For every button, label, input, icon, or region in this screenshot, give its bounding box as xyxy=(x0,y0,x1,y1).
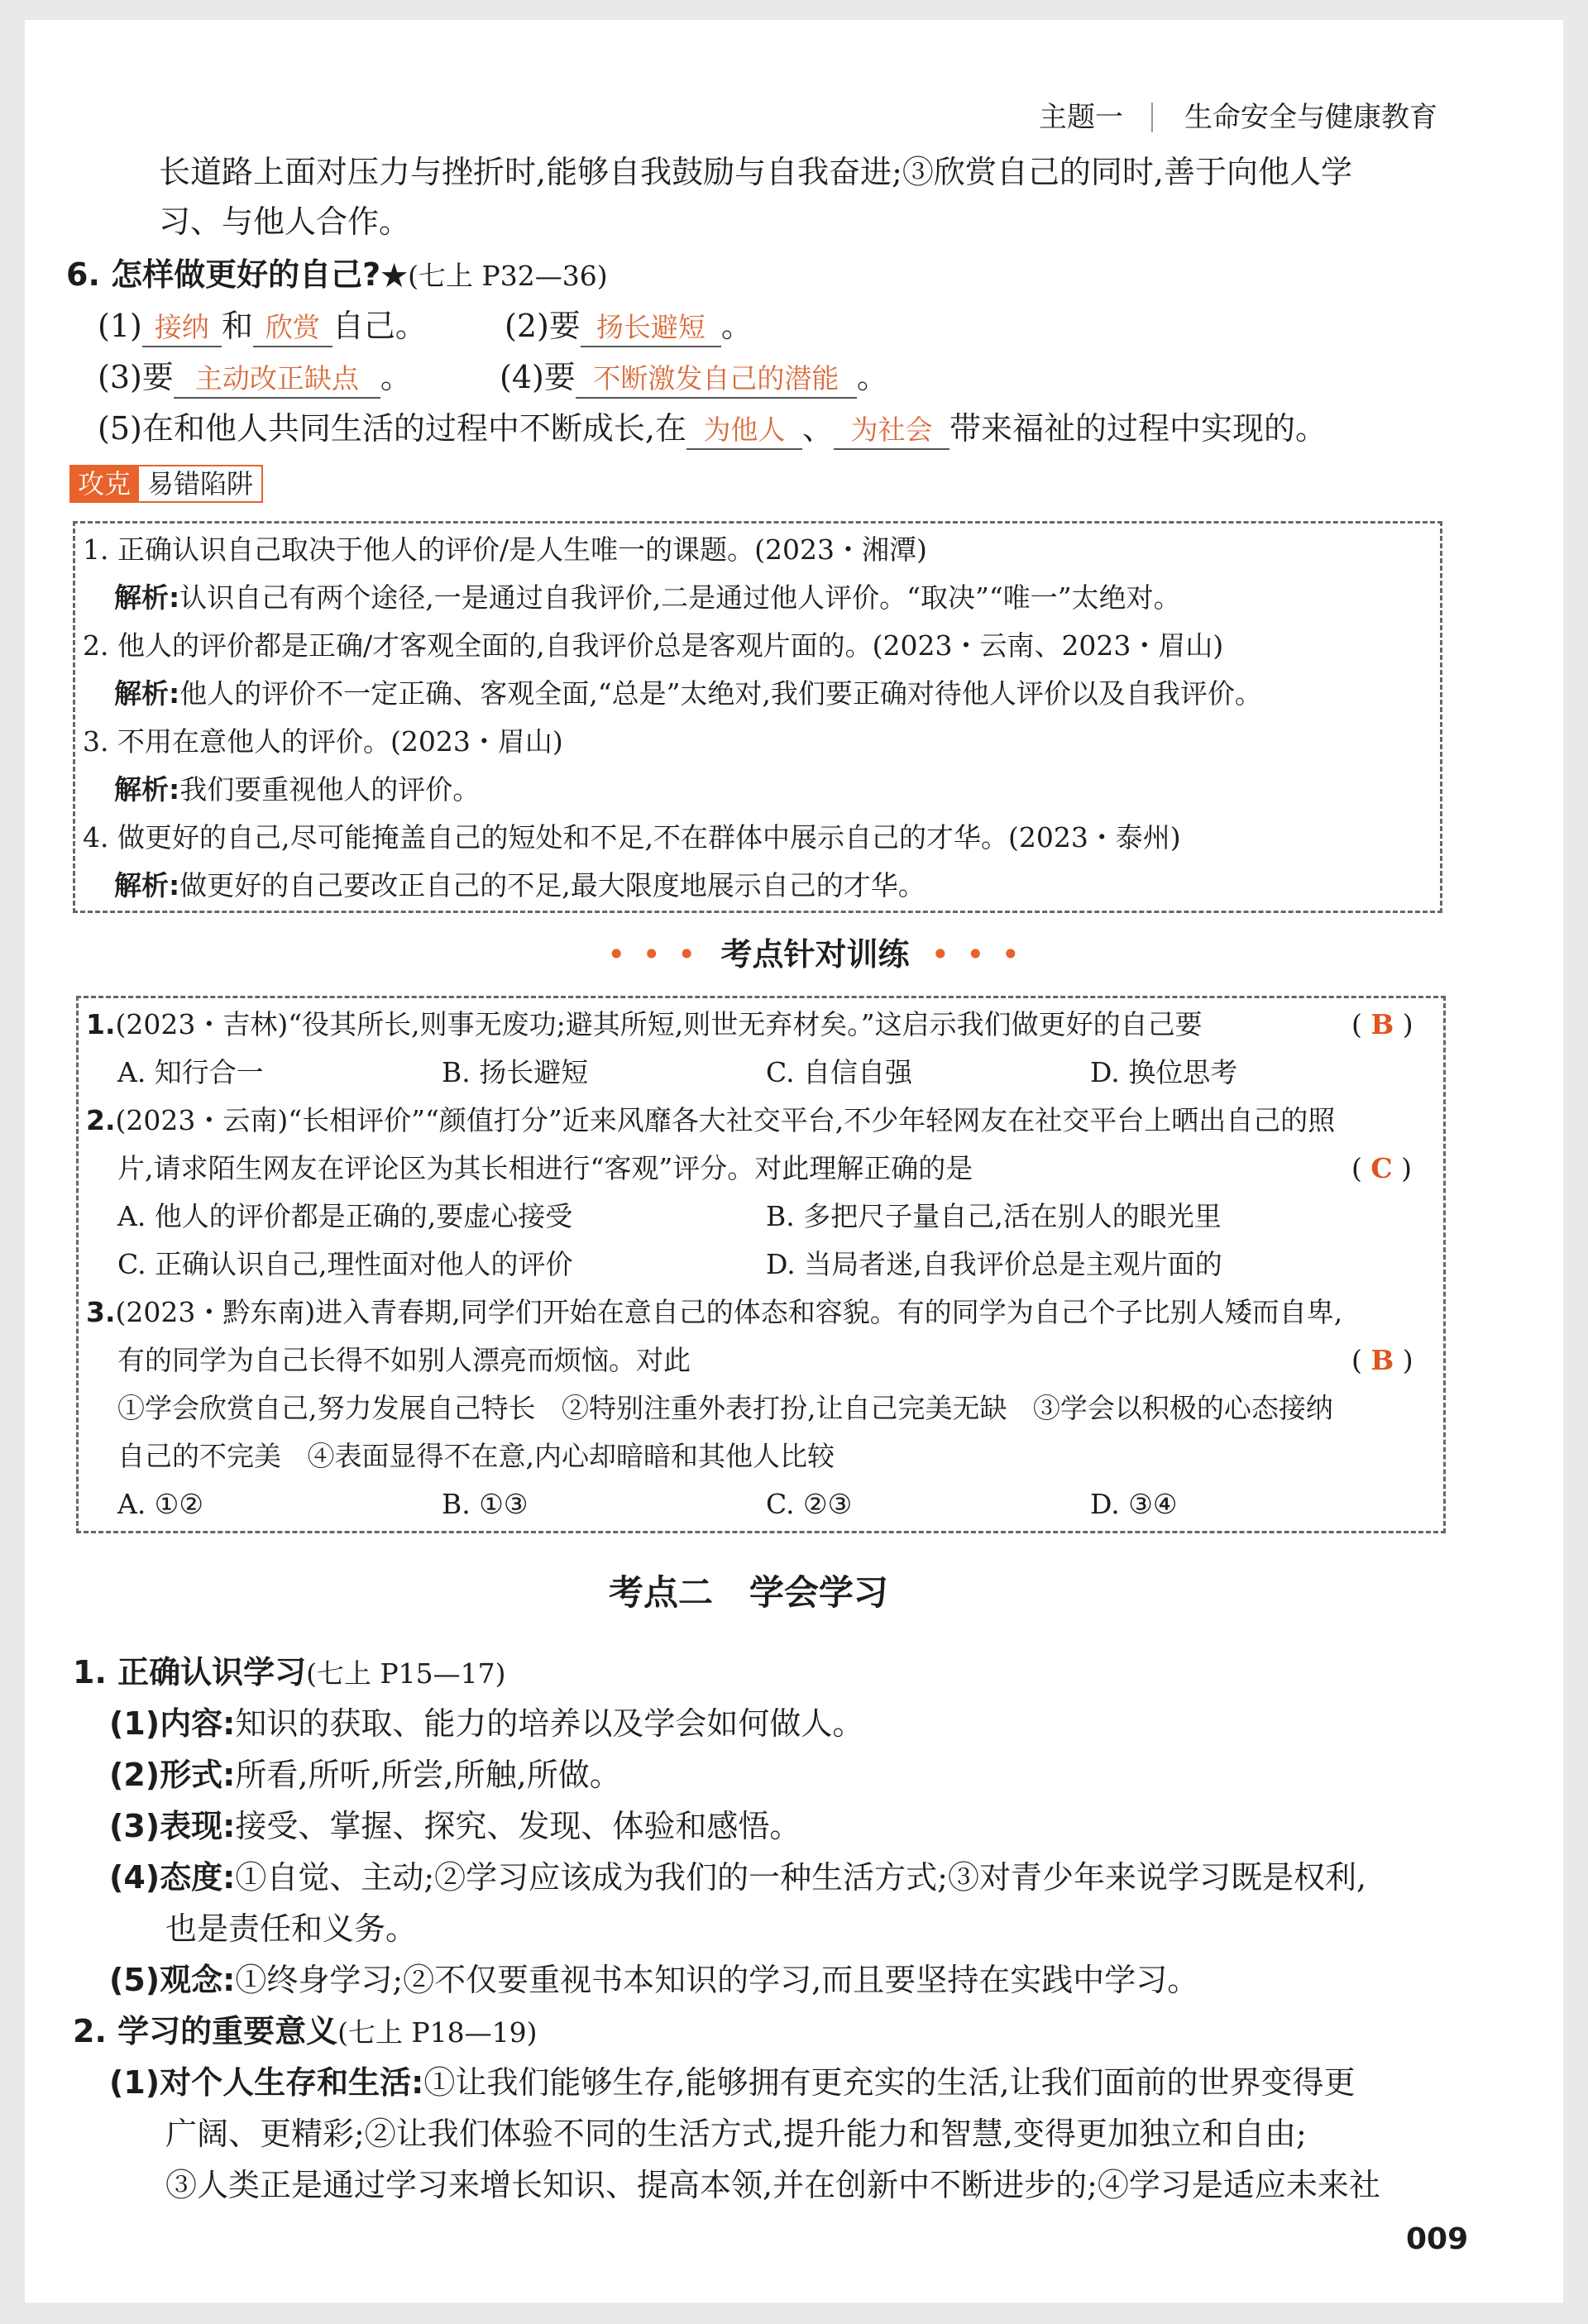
q6-ref: ★(七上 P32—36) xyxy=(380,260,608,292)
trap-a3 xyxy=(114,772,480,807)
question-number: 2. xyxy=(86,1104,116,1136)
tq3-option-c: C. ②③ xyxy=(766,1488,853,1520)
trap-a1 xyxy=(114,581,1181,615)
item-label: (5)观念: xyxy=(109,1962,236,1998)
q6-p2-prefix: (2)要 xyxy=(505,308,581,344)
analysis-text: 我们要重视他人的评价。 xyxy=(179,773,481,806)
header-topic: 主题一 xyxy=(1039,101,1123,134)
item-label: (4)态度: xyxy=(109,1859,236,1896)
answer-blank: 欣赏 xyxy=(253,309,332,347)
dots-right: • • • xyxy=(930,936,1024,973)
tq2-option-b: B. 多把尺子量自己,活在别人的眼光里 xyxy=(766,1200,1222,1232)
item-text: 知识的获取、能力的培养以及学会如何做人。 xyxy=(235,1705,864,1742)
training-title: 考点针对训练 xyxy=(720,936,910,973)
item-text: ①终身学习;②不仅要重视书本知识的学习,而且要坚持在实践中学习。 xyxy=(235,1962,1199,1998)
answer-choice: B xyxy=(1370,1008,1394,1040)
analysis-text: 认识自己有两个途径,一是通过自我评价,二是通过他人评价。“取决”“唯一”太绝对。 xyxy=(179,581,1181,614)
analysis-label: 解析: xyxy=(114,869,180,901)
training-heading xyxy=(607,935,1023,974)
q6-title: 6. 怎样做更好的自己? xyxy=(66,256,381,293)
tq2-answer: ( C ) xyxy=(1351,1152,1413,1184)
q6-p1-mid: 和 xyxy=(221,308,253,344)
s2-item-2 xyxy=(109,1755,621,1795)
analysis-text: 他人的评价不一定正确、客观全面,“总是”太绝对,我们要正确对待他人评价以及自我评价。 xyxy=(179,677,1262,710)
point-ref: (七上 P15—17) xyxy=(306,1657,506,1690)
item-text: ①自觉、主动;②学习应该成为我们的一种生活方式;③对青少年来说学习既是权利, xyxy=(235,1859,1367,1896)
answer-blank: 主动改正缺点 xyxy=(174,361,380,399)
header-title: 生命安全与健康教育 xyxy=(1184,101,1437,134)
q6-p4-prefix: (4)要 xyxy=(500,359,576,395)
tq3-statements-2: 自己的不完美 ④表面显得不在意,内心却暗暗和其他人比较 xyxy=(117,1440,835,1472)
trap-q4: 4. 做更好的自己,尽可能掩盖自己的短处和不足,不在群体中展示自己的才华。(2023・泰州) xyxy=(83,821,1181,854)
s2-item-4-cont: 也是责任和义务。 xyxy=(165,1910,418,1947)
q6-p3-prefix: (3)要 xyxy=(98,359,174,395)
tq3-answer: ( B ) xyxy=(1351,1344,1413,1376)
s2-point-2-line-3: ③人类正是通过学习来增长知识、提高本领,并在创新中不断进步的;④学习是适应未来社 xyxy=(165,2167,1380,2203)
tq1-option-d: D. 换位思考 xyxy=(1090,1056,1238,1088)
tq1-stem xyxy=(86,1007,1203,1042)
q6-point-2 xyxy=(505,306,753,347)
point-title: 1. 正确认识学习 xyxy=(73,1654,307,1690)
trap-tag-primary: 攻克 xyxy=(69,465,139,503)
item-text: 接受、掌握、探究、发现、体验和感悟。 xyxy=(235,1808,801,1844)
item-text: ①让我们能够生存,能够拥有更充实的生活,让我们面前的世界变得更 xyxy=(423,2064,1356,2101)
point-ref: (七上 P18—19) xyxy=(337,2016,538,2049)
q6-point-3 xyxy=(98,357,412,399)
q6-p5-suffix: 带来福祉的过程中实现的。 xyxy=(949,410,1327,447)
q6-p1-suffix: 自己。 xyxy=(332,308,427,344)
q6-p3-suffix: 。 xyxy=(380,359,412,395)
item-text: 所看,所听,所尝,所触,所做。 xyxy=(235,1757,621,1793)
section-title: 考点二 学会学习 xyxy=(609,1572,888,1613)
s2-item-1 xyxy=(109,1704,863,1743)
answer-blank: 扬长避短 xyxy=(581,309,721,347)
answer-blank: 为他人 xyxy=(686,412,802,450)
tq3-stem-2: 有的同学为自己长得不如别人漂亮而烦恼。对此 xyxy=(117,1344,691,1376)
trap-a2 xyxy=(114,677,1262,711)
s2-item-4 xyxy=(109,1858,1366,1897)
s2-point-2-line-1 xyxy=(109,2063,1356,2102)
tq2-option-d: D. 当局者迷,自我评价总是主观片面的 xyxy=(766,1248,1222,1280)
answer-blank: 接纳 xyxy=(142,309,222,347)
tq2-option-a: A. 他人的评价都是正确的,要虚心接受 xyxy=(117,1200,573,1232)
trap-tag xyxy=(69,465,263,503)
item-label: (2)形式: xyxy=(109,1757,236,1793)
tq1-answer: ( B ) xyxy=(1351,1008,1413,1040)
q6-p5-prefix: (5)在和他人共同生活的过程中不断成长,在 xyxy=(98,410,686,447)
q6-p5-mid: 、 xyxy=(801,410,834,447)
tq2-option-c: C. 正确认识自己,理性面对他人的评价 xyxy=(117,1248,573,1280)
analysis-text: 做更好的自己要改正自己的不足,最大限度地展示自己的才华。 xyxy=(179,869,926,901)
analysis-label: 解析: xyxy=(114,677,180,710)
tq2-stem-1 xyxy=(86,1103,1335,1138)
tq1-option-b: B. 扬长避短 xyxy=(442,1056,589,1088)
analysis-label: 解析: xyxy=(114,773,180,806)
question-text: (2023・黔东南)进入青春期,同学们开始在意自己的体态和容貌。有的同学为自己个子比别人矮而自卑, xyxy=(115,1296,1343,1328)
q6-p2-suffix: 。 xyxy=(720,308,753,344)
tq3-option-d: D. ③④ xyxy=(1090,1488,1178,1520)
question-number: 3. xyxy=(86,1296,116,1328)
tq2-stem-2: 片,请求陌生网友在评论区为其长相进行“客观”评分。对此理解正确的是 xyxy=(117,1152,973,1184)
answer-blank: 不断激发自己的潜能 xyxy=(576,361,857,399)
dots-left: • • • xyxy=(607,936,700,973)
q6-point-1 xyxy=(98,306,427,347)
question-number: 1. xyxy=(86,1008,116,1040)
question-text: (2023・云南)“长相评价”“颜值打分”近来风靡各大社交平台,不少年轻网友在社交平台上晒出自己的照 xyxy=(115,1104,1336,1136)
answer-choice: B xyxy=(1370,1344,1394,1376)
tq3-statements-1: ①学会欣赏自己,努力发展自己特长 ②特别注重外表打扮,让自己完美无缺 ③学会以积极的心态接纳 xyxy=(117,1392,1333,1424)
point-title: 2. 学习的重要意义 xyxy=(73,2013,338,2049)
trap-q1: 1. 正确认识自己取决于他人的评价/是人生唯一的课题。(2023・湘潭) xyxy=(83,533,927,566)
s2-point-2-line-2: 广阔、更精彩;②让我们体验不同的生活方式,提升能力和智慧,变得更加独立和自由; xyxy=(165,2116,1307,2152)
answer-blank: 为社会 xyxy=(834,412,949,450)
trap-q2: 2. 他人的评价都是正确/才客观全面的,自我评价总是客观片面的。(2023・云南、2023・眉山) xyxy=(83,629,1224,662)
page-number: 009 xyxy=(1406,2222,1469,2256)
item-label: (1)对个人生存和生活: xyxy=(109,2064,424,2101)
q6-p1-prefix: (1) xyxy=(98,308,142,344)
s2-item-5 xyxy=(109,1960,1198,2000)
intro-line-1: 长道路上面对压力与挫折时,能够自我鼓励与自我奋进;③欣赏自己的同时,善于向他人学 xyxy=(159,154,1352,190)
trap-q3: 3. 不用在意他人的评价。(2023・眉山) xyxy=(83,725,563,758)
s2-item-3 xyxy=(109,1806,801,1846)
header-divider xyxy=(1151,103,1153,132)
tq3-option-a: A. ①② xyxy=(117,1488,203,1520)
q6-point-5 xyxy=(98,409,1327,450)
analysis-label: 解析: xyxy=(114,581,180,614)
tq1-option-c: C. 自信自强 xyxy=(766,1056,913,1088)
trap-tag-secondary: 易错陷阱 xyxy=(139,465,263,503)
item-label: (3)表现: xyxy=(109,1808,236,1844)
question-text: (2023・吉林)“役其所长,则事无废功;避其所短,则世无弃材矣。”这启示我们做更好的自己要 xyxy=(115,1008,1203,1040)
s2-point-2-heading xyxy=(73,2011,538,2051)
tq1-option-a: A. 知行合一 xyxy=(117,1056,264,1088)
tq3-option-b: B. ①③ xyxy=(442,1488,529,1520)
intro-line-2: 习、与他人合作。 xyxy=(159,203,411,240)
answer-choice: C xyxy=(1370,1152,1393,1184)
tq3-stem-1 xyxy=(86,1295,1342,1330)
s2-point-1-heading xyxy=(73,1652,506,1692)
trap-a4 xyxy=(114,868,926,903)
q6-p4-suffix: 。 xyxy=(856,359,888,395)
q6-heading xyxy=(66,255,608,294)
q6-point-4 xyxy=(500,357,888,399)
item-label: (1)内容: xyxy=(109,1705,236,1742)
